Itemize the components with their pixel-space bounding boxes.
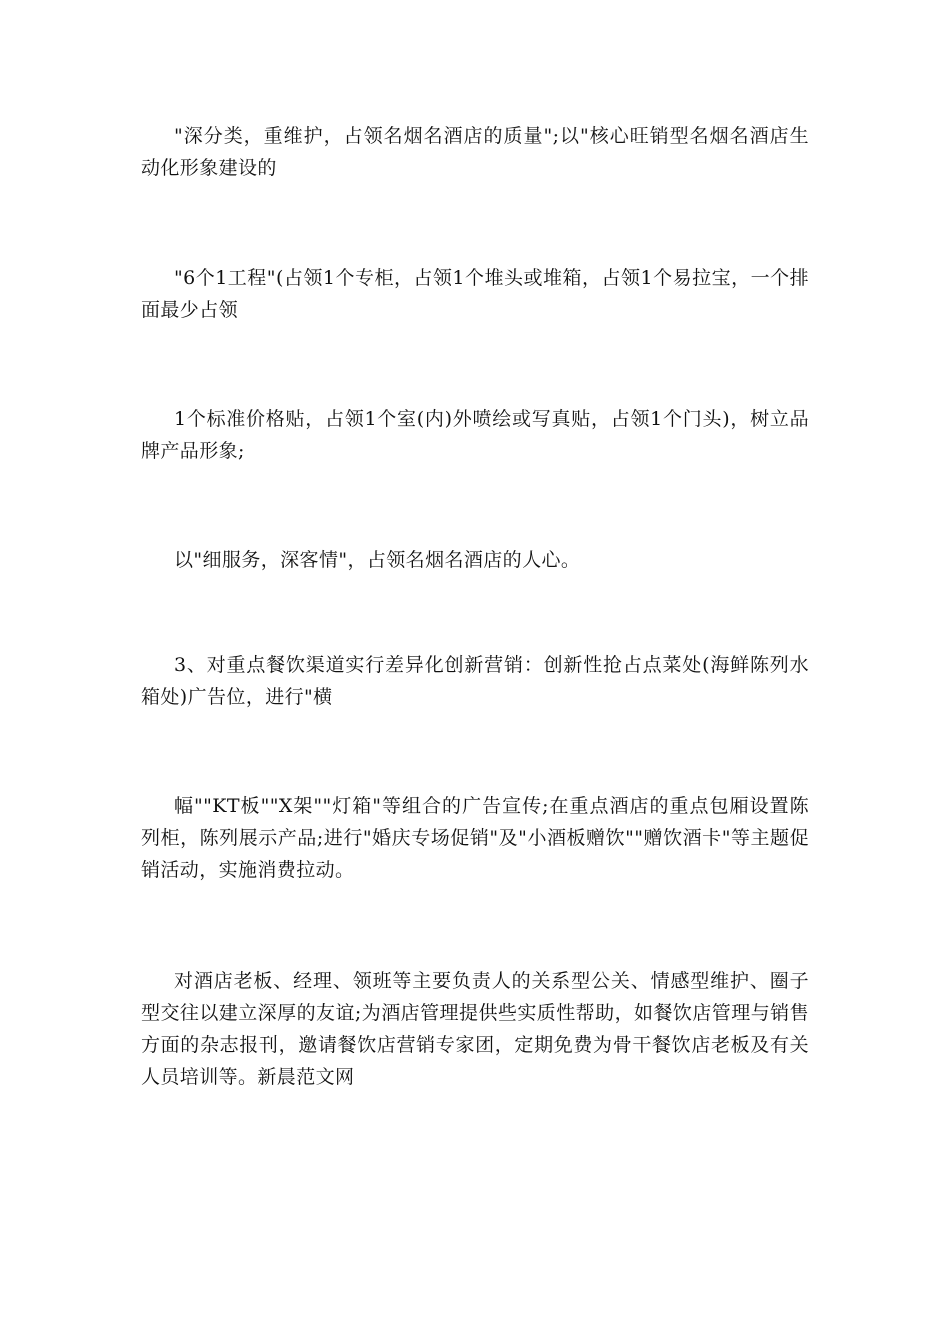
paragraph-2: "6个1工程"(占领1个专柜，占领1个堆头或堆箱，占领1个易拉宝，一个排面最少占领	[141, 267, 809, 321]
paragraph-6: 幅""KT板""X架""灯箱"等组合的广告宣传;在重点酒店的重点包厢设置陈列柜，陈列展示产品;进行"婚庆专场促销"及"小酒板赠饮""赠饮酒卡"等主题促销活动，实施消费拉动。	[141, 795, 809, 881]
paragraph-1: "深分类，重维护，占领名烟名酒店的质量";以"核心旺销型名烟名酒店生动化形象建设的	[141, 125, 809, 179]
paragraph-7: 对酒店老板、经理、领班等主要负责人的关系型公关、情感型维护、圈子型交往以建立深厚的友谊;为酒店管理提供些实质性帮助，如餐饮店管理与销售方面的杂志报刊，邀请餐饮店营销专家团，定期免费为骨干餐饮店老板及有关人员培训等。新晨范文网	[141, 970, 809, 1088]
paragraph-4: 以"细服务，深客情"，占领名烟名酒店的人心。	[174, 549, 581, 571]
paragraph-5: 3、对重点餐饮渠道实行差异化创新营销：创新性抢占点菜处(海鲜陈列水箱处)广告位，进行"横	[141, 654, 809, 708]
paragraph-3: 1个标准价格贴，占领1个室(内)外喷绘或写真贴，占领1个门头)，树立品牌产品形象;	[141, 408, 809, 462]
